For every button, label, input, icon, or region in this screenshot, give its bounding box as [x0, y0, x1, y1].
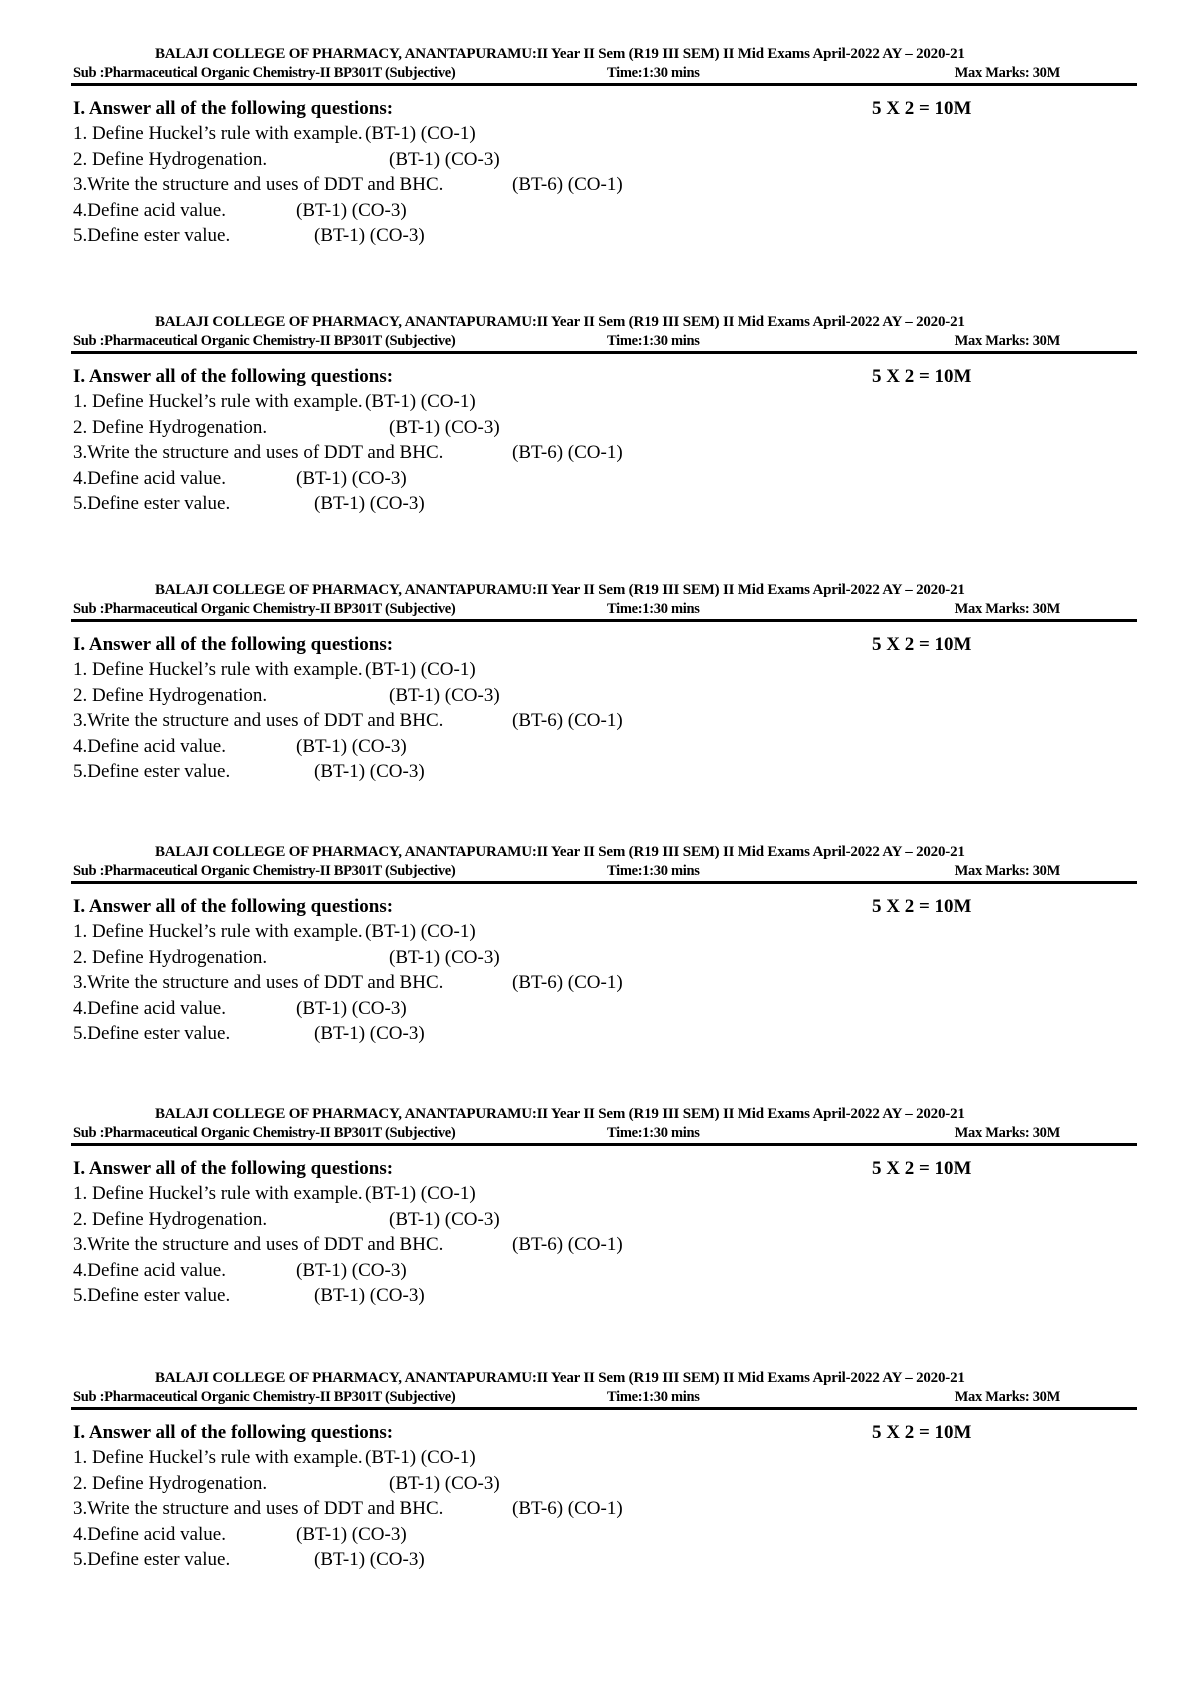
- exam-slip-6: [0, 1369, 1200, 1579]
- max-marks-label: Max Marks: 30M: [954, 333, 1060, 349]
- exam-slip-5: [0, 1105, 1200, 1315]
- max-marks-label: Max Marks: 30M: [954, 601, 1060, 617]
- subject-label: Sub :Pharmaceutical Organic Chemistry-II BP301T (Subjective): [73, 601, 456, 617]
- question-text: 5.Define ester value.: [73, 1023, 231, 1044]
- header-divider: [71, 351, 1137, 354]
- section-marks: 5 X 2 = 10M: [872, 634, 972, 655]
- question-tags: (BT-6) (CO-1): [512, 710, 623, 731]
- college-header: BALAJI COLLEGE OF PHARMACY, ANANTAPURAMU:II Year II Sem (R19 III SEM) II Mid Exams April-2022 AY – 2020-21: [155, 46, 965, 62]
- header-divider: [71, 1407, 1137, 1410]
- question-text: 1. Define Huckel’s rule with example.: [73, 659, 363, 680]
- header-divider: [71, 1143, 1137, 1146]
- question-tags: (BT-1) (CO-1): [365, 123, 476, 144]
- question-tags: (BT-1) (CO-3): [389, 946, 500, 968]
- time-label: Time:1:30 mins: [607, 1389, 700, 1405]
- question-text: 4.Define acid value.: [73, 1259, 226, 1281]
- question-text: 2. Define Hydrogenation.: [73, 946, 268, 968]
- time-label: Time:1:30 mins: [607, 863, 700, 879]
- question-text: 1. Define Huckel’s rule with example.: [73, 1447, 363, 1468]
- header-divider: [71, 83, 1137, 86]
- question-tags: (BT-1) (CO-1): [365, 391, 476, 412]
- question-text: 3.Write the structure and uses of DDT and BHC.: [73, 972, 444, 993]
- time-label: Time:1:30 mins: [607, 1125, 700, 1141]
- question-text: 3.Write the structure and uses of DDT and BHC.: [73, 1498, 444, 1519]
- question-text: 1. Define Huckel’s rule with example.: [73, 123, 363, 144]
- question-text: 3.Write the structure and uses of DDT and BHC.: [73, 442, 444, 463]
- section-heading: I. Answer all of the following questions:: [73, 98, 394, 119]
- section-marks: 5 X 2 = 10M: [872, 1158, 972, 1179]
- question-text: 4.Define acid value.: [73, 735, 226, 757]
- question-tags: (BT-1) (CO-3): [296, 1523, 407, 1545]
- section-marks: 5 X 2 = 10M: [872, 1422, 972, 1443]
- subject-label: Sub :Pharmaceutical Organic Chemistry-II BP301T (Subjective): [73, 333, 456, 349]
- max-marks-label: Max Marks: 30M: [954, 65, 1060, 81]
- question-tags: (BT-1) (CO-1): [365, 1447, 476, 1468]
- question-tags: (BT-1) (CO-1): [365, 659, 476, 680]
- question-text: 2. Define Hydrogenation.: [73, 1208, 268, 1230]
- question-text: 2. Define Hydrogenation.: [73, 1472, 268, 1494]
- section-heading: I. Answer all of the following questions:: [73, 634, 394, 655]
- time-label: Time:1:30 mins: [607, 601, 700, 617]
- max-marks-label: Max Marks: 30M: [954, 863, 1060, 879]
- question-tags: (BT-1) (CO-3): [314, 761, 425, 782]
- max-marks-label: Max Marks: 30M: [954, 1389, 1060, 1405]
- question-tags: (BT-6) (CO-1): [512, 174, 623, 195]
- question-text: 3.Write the structure and uses of DDT and BHC.: [73, 174, 444, 195]
- question-text: 2. Define Hydrogenation.: [73, 416, 268, 438]
- question-tags: (BT-1) (CO-3): [296, 1259, 407, 1281]
- exam-slip-2: [0, 313, 1200, 523]
- question-text: 5.Define ester value.: [73, 225, 231, 246]
- question-tags: (BT-1) (CO-3): [314, 493, 425, 514]
- time-label: Time:1:30 mins: [607, 65, 700, 81]
- college-header: BALAJI COLLEGE OF PHARMACY, ANANTAPURAMU:II Year II Sem (R19 III SEM) II Mid Exams April-2022 AY – 2020-21: [155, 1370, 965, 1386]
- question-tags: (BT-1) (CO-3): [314, 225, 425, 246]
- question-tags: (BT-1) (CO-3): [296, 997, 407, 1019]
- subject-row: [73, 64, 1060, 82]
- header-divider: [71, 619, 1137, 622]
- question-text: 3.Write the structure and uses of DDT and BHC.: [73, 1234, 444, 1255]
- question-tags: (BT-1) (CO-3): [296, 467, 407, 489]
- subject-row: [73, 332, 1060, 350]
- question-tags: (BT-6) (CO-1): [512, 442, 623, 463]
- question-text: 3.Write the structure and uses of DDT and BHC.: [73, 710, 444, 731]
- question-text: 5.Define ester value.: [73, 761, 231, 782]
- subject-row: [73, 1388, 1060, 1406]
- subject-label: Sub :Pharmaceutical Organic Chemistry-II BP301T (Subjective): [73, 1389, 456, 1405]
- subject-label: Sub :Pharmaceutical Organic Chemistry-II BP301T (Subjective): [73, 1125, 456, 1141]
- question-text: 5.Define ester value.: [73, 1549, 231, 1570]
- question-tags: (BT-6) (CO-1): [512, 972, 623, 993]
- question-tags: (BT-6) (CO-1): [512, 1498, 623, 1519]
- section-heading: I. Answer all of the following questions:: [73, 366, 394, 387]
- question-tags: (BT-1) (CO-3): [314, 1023, 425, 1044]
- question-text: 1. Define Huckel’s rule with example.: [73, 391, 363, 412]
- exam-slip-3: [0, 581, 1200, 791]
- question-text: 5.Define ester value.: [73, 1285, 231, 1306]
- question-tags: (BT-1) (CO-3): [296, 199, 407, 221]
- question-tags: (BT-6) (CO-1): [512, 1234, 623, 1255]
- time-label: Time:1:30 mins: [607, 333, 700, 349]
- question-tags: (BT-1) (CO-1): [365, 1183, 476, 1204]
- question-tags: (BT-1) (CO-3): [389, 1472, 500, 1494]
- section-heading: I. Answer all of the following questions:: [73, 896, 394, 917]
- section-heading: I. Answer all of the following questions:: [73, 1422, 394, 1443]
- section-marks: 5 X 2 = 10M: [872, 896, 972, 917]
- question-text: 2. Define Hydrogenation.: [73, 684, 268, 706]
- question-text: 4.Define acid value.: [73, 199, 226, 221]
- section-marks: 5 X 2 = 10M: [872, 366, 972, 387]
- question-tags: (BT-1) (CO-3): [314, 1285, 425, 1306]
- subject-row: [73, 600, 1060, 618]
- header-divider: [71, 881, 1137, 884]
- question-text: 4.Define acid value.: [73, 997, 226, 1019]
- question-text: 1. Define Huckel’s rule with example.: [73, 1183, 363, 1204]
- question-tags: (BT-1) (CO-3): [389, 1208, 500, 1230]
- subject-label: Sub :Pharmaceutical Organic Chemistry-II BP301T (Subjective): [73, 65, 456, 81]
- max-marks-label: Max Marks: 30M: [954, 1125, 1060, 1141]
- question-text: 4.Define acid value.: [73, 1523, 226, 1545]
- section-marks: 5 X 2 = 10M: [872, 98, 972, 119]
- question-tags: (BT-1) (CO-3): [389, 148, 500, 170]
- exam-slip-4: [0, 843, 1200, 1053]
- college-header: BALAJI COLLEGE OF PHARMACY, ANANTAPURAMU:II Year II Sem (R19 III SEM) II Mid Exams April-2022 AY – 2020-21: [155, 582, 965, 598]
- exam-slip-1: [0, 45, 1200, 255]
- question-tags: (BT-1) (CO-1): [365, 921, 476, 942]
- college-header: BALAJI COLLEGE OF PHARMACY, ANANTAPURAMU:II Year II Sem (R19 III SEM) II Mid Exams April-2022 AY – 2020-21: [155, 1106, 965, 1122]
- subject-row: [73, 1124, 1060, 1142]
- question-text: 4.Define acid value.: [73, 467, 226, 489]
- question-text: 5.Define ester value.: [73, 493, 231, 514]
- subject-label: Sub :Pharmaceutical Organic Chemistry-II BP301T (Subjective): [73, 863, 456, 879]
- question-tags: (BT-1) (CO-3): [389, 684, 500, 706]
- question-text: 2. Define Hydrogenation.: [73, 148, 268, 170]
- question-text: 1. Define Huckel’s rule with example.: [73, 921, 363, 942]
- college-header: BALAJI COLLEGE OF PHARMACY, ANANTAPURAMU:II Year II Sem (R19 III SEM) II Mid Exams April-2022 AY – 2020-21: [155, 844, 965, 860]
- college-header: BALAJI COLLEGE OF PHARMACY, ANANTAPURAMU:II Year II Sem (R19 III SEM) II Mid Exams April-2022 AY – 2020-21: [155, 314, 965, 330]
- question-tags: (BT-1) (CO-3): [389, 416, 500, 438]
- section-heading: I. Answer all of the following questions:: [73, 1158, 394, 1179]
- question-tags: (BT-1) (CO-3): [314, 1549, 425, 1570]
- question-tags: (BT-1) (CO-3): [296, 735, 407, 757]
- subject-row: [73, 862, 1060, 880]
